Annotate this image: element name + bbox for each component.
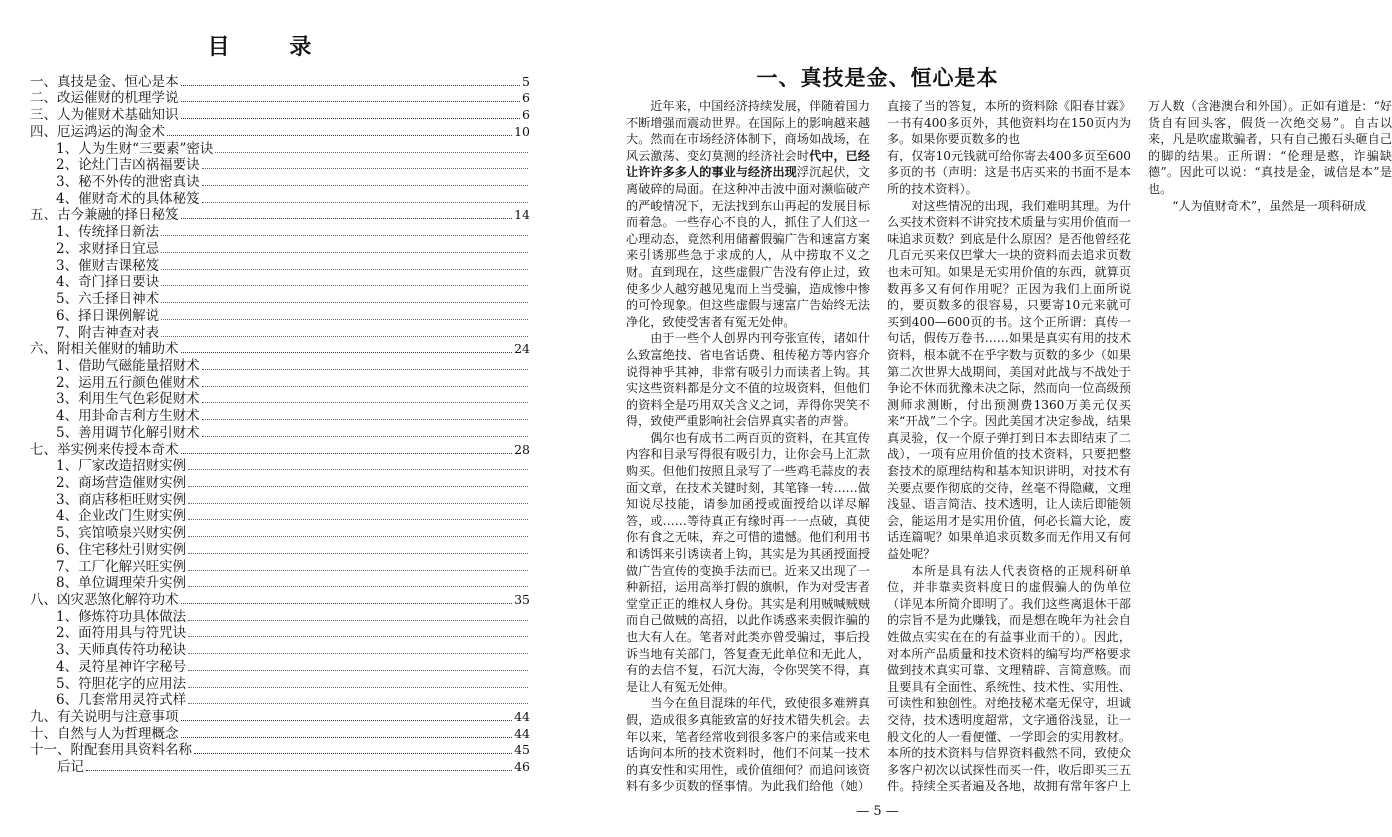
toc-entry[interactable] [30, 424, 530, 441]
toc-entry-label: 后记 [30, 759, 84, 776]
toc-leader-dots [181, 603, 513, 604]
toc-leader-dots [188, 586, 528, 587]
toc-entry-label: 3、利用生气色彩促财术 [56, 391, 200, 408]
toc-entry[interactable] [30, 725, 530, 742]
toc-entry-page: 44 [514, 709, 530, 725]
toc-leader-dots [161, 336, 528, 337]
toc-leader-dots [181, 737, 513, 738]
toc-entry-label: 七、举实例来传授本奇术 [30, 441, 179, 458]
toc-entry[interactable] [30, 157, 530, 174]
toc-entry-label: 1、人为生财“三要素”密诀 [56, 140, 214, 157]
toc-leader-dots [202, 185, 528, 186]
paragraph-text: 近年来，中国经济持续发展，伴随着国力不断增强而震动世界。在国际上的影响越来越大。然而在市场经济体制下，商场如战场，在风云激荡、变幻莫测的经济社会时 [626, 99, 870, 163]
toc-entry-page: 45 [514, 742, 530, 758]
toc-entry[interactable] [30, 458, 530, 475]
toc-entry[interactable] [30, 641, 530, 658]
toc-leader-dots [202, 369, 528, 370]
toc-entry-label: 十、自然与人为哲理概念 [30, 725, 179, 742]
toc-page [0, 0, 545, 837]
toc-entry-label: 5、善用调节化解引财术 [56, 424, 200, 441]
toc-entry[interactable] [30, 257, 530, 274]
toc-entry[interactable] [30, 207, 530, 224]
toc-entry-page: 44 [514, 725, 530, 741]
toc-entry-page: 28 [514, 441, 530, 457]
toc-entry[interactable] [30, 758, 530, 775]
toc-leader-dots [202, 402, 528, 403]
toc-entry-label: 4、催财奇术的具体秘笈 [56, 190, 200, 207]
toc-leader-dots [161, 269, 528, 270]
toc-entry-label: 3、天师真传符功秘诀 [56, 642, 187, 659]
toc-leader-dots [188, 670, 528, 671]
toc-entry[interactable] [30, 407, 530, 424]
toc-entry-label: 2、面符用具与符咒诀 [56, 625, 187, 642]
toc-entry-label: 6、择日课例解说 [56, 307, 160, 324]
paragraph: 当今在鱼目混珠的年代，致使很多难辨真假，造成很多真能致富的好技术错失机会。去年以来，笔者经常收到很多客户的来信或来电话询问本所的技术资料时，他们不问某一技术的真安性和实用性，或价值细何？而追问该资料有多少页数的怪事情。为此我们给他（她）直接了当的答复，本所的资料除《阳春甘霖》一书有400多页外，其他资料均在150页内为多。如果你要页数多的也 [626, 99, 1131, 794]
toc-entry[interactable] [30, 541, 530, 558]
toc-entry[interactable] [30, 491, 530, 508]
toc-entry-label: 3、秘不外传的泄密真诀 [56, 174, 200, 191]
toc-entry[interactable] [30, 106, 530, 123]
toc-entry-label: 5、宾馆喷泉兴财实例 [56, 525, 187, 542]
toc-entry-page: 35 [514, 592, 530, 607]
toc-entry-label: 3、催财吉课秘笈 [56, 257, 160, 274]
toc-entry-label: 6、住宅移灶引财实例 [56, 541, 187, 558]
paragraph: “人为值财奇术”，虽然是一项科研成 [1172, 198, 1366, 213]
toc-leader-dots [86, 770, 512, 771]
toc-leader-dots [161, 252, 528, 253]
toc-leader-dots [161, 285, 528, 286]
toc-entry[interactable] [30, 708, 530, 725]
toc-leader-dots [161, 319, 528, 320]
paragraph: 有，仅寄10元钱就可给你寄去400多页至600多页的书（声明：这是书店买来的书面不是本所的技术资料）。 [887, 148, 1131, 196]
toc-entry[interactable] [30, 374, 530, 391]
toc-leader-dots [188, 503, 528, 504]
toc-list [30, 73, 530, 775]
toc-leader-dots [167, 135, 512, 136]
toc-entry-label: 一、真技是金、恒心是本 [30, 73, 179, 90]
toc-entry[interactable] [30, 441, 530, 458]
toc-entry[interactable] [30, 575, 530, 592]
toc-entry-label: 五、古今兼融的择日秘笈 [30, 207, 179, 224]
toc-leader-dots [188, 469, 528, 470]
toc-entry-label: 4、奇门择日要诀 [56, 274, 160, 291]
toc-leader-dots [181, 453, 513, 454]
toc-entry-label: 8、单位调理荣升实例 [56, 575, 187, 592]
toc-entry-label: 7、附吉神查对表 [56, 324, 160, 341]
toc-leader-dots [181, 720, 513, 721]
toc-leader-dots [188, 636, 528, 637]
toc-leader-dots [181, 218, 513, 219]
toc-entry-label: 九、有关说明与注意事项 [30, 709, 179, 726]
toc-entry[interactable] [30, 240, 530, 257]
toc-entry[interactable] [30, 625, 530, 642]
toc-leader-dots [188, 703, 528, 704]
toc-entry[interactable] [30, 341, 530, 358]
paragraph-text-bold: 代中，已经让许许多多人的事业与经济出现 [626, 148, 870, 180]
toc-leader-dots [161, 302, 528, 303]
toc-entry-label: 2、商场营造催财实例 [56, 474, 187, 491]
toc-leader-dots [188, 553, 528, 554]
toc-entry[interactable] [30, 173, 530, 190]
toc-leader-dots [188, 486, 528, 487]
toc-entry[interactable] [30, 290, 530, 307]
toc-entry[interactable] [30, 274, 530, 291]
chapter-body [626, 98, 1392, 800]
toc-entry[interactable] [30, 123, 530, 140]
toc-leader-dots [188, 620, 528, 621]
toc-leader-dots [161, 235, 528, 236]
toc-leader-dots [202, 436, 528, 437]
toc-entry-label: 2、求财择日宜忌 [56, 240, 160, 257]
paragraph-text: 浮沉起伏，文离破碎的局面。在这种冲击波中面对濒临破产的严峻情况下，无法找到东山再起的发展目标而着急。一些存心不良的人，抓住了人们这一心理动态，竟然利用储蓄假骗广告和速富方案来引诱那些急于求成的人，从中捞取不义之财。直到现在，这些虚假广告没有停止过，致使多少人越穷越见鬼而上当受骗，造成惨中惨的可怜现象。但这些虚假与速富广告始终无法净化，致使受害者有冤无处伸。 [626, 165, 870, 329]
toc-leader-dots [188, 687, 528, 688]
toc-leader-dots [188, 570, 528, 571]
paragraph: 由于一些个人创界内刊夸张宣传，诸如什么致富绝技、省电省话费、租传秘方等内容介说得神乎其神，非常有吸引力而读者上钩。其实这些资料都是分文不值的垃圾资料，但他们的资料全是巧用双关含义之词，弄得你哭笑不得，致使严重影响社会信界真实者的声誉。 [626, 331, 870, 429]
toc-entry-page: 46 [514, 759, 530, 775]
toc-entry-label: 十一、附配套用具资料名称 [30, 742, 192, 759]
toc-leader-dots [188, 536, 528, 537]
toc-entry-page: 6 [522, 90, 530, 106]
toc-entry[interactable] [30, 357, 530, 374]
toc-entry[interactable] [30, 508, 530, 525]
toc-leader-dots [181, 352, 513, 353]
toc-leader-dots [181, 118, 521, 119]
toc-entry[interactable] [30, 658, 530, 675]
toc-entry-label: 4、灵符星神许字秘号 [56, 658, 187, 675]
toc-entry[interactable] [30, 73, 530, 90]
toc-entry-page: 14 [514, 207, 530, 223]
toc-leader-dots [202, 419, 528, 420]
toc-entry-page: 6 [522, 107, 530, 123]
paragraph [626, 98, 870, 330]
toc-leader-dots [181, 101, 521, 102]
toc-entry-label: 4、企业改门生财实例 [56, 508, 187, 525]
toc-entry-label: 2、论灶门吉凶祸福要诀 [56, 157, 200, 174]
chapter-page [600, 0, 1392, 837]
toc-entry[interactable] [30, 474, 530, 491]
toc-entry[interactable] [30, 558, 530, 575]
toc-entry-label: 5、符胆花字的应用法 [56, 675, 187, 692]
toc-entry[interactable] [30, 307, 530, 324]
toc-entry-label: 7、工厂化解兴旺实例 [56, 558, 187, 575]
paragraph: 偶尔也有成书二两百页的资料，在其宣传内容和目录写得很有吸引力，让你会马上汇款购买。但他们按照且录写了一些鸡毛蒜皮的表面文章，在技术关键时刻，其笔锋一转……做知说尽技能，请参加函授或面授给以详尽解答，或……等待真正有缘时再一一点破，真使你有食之无味，弃之可惜的遗憾。他们利用书和诱饵来引诱读者上钩，其实是为其函授面授做广告宣传的变换手法而已。近来又出现了一种新招，运用高举打假的旗帜，作为对受害者堂堂正正的维权人身份。其实是利用贼喊贼贼而自己做贼的高招，以此作诱惑来卖假诈骗的也大有人在。笔者对此类亦曾受骗过，事后投诉当地有关部门，答复查无此单位和无此人，有的去信不复，石沉大海，令你哭笑不得，真是让人有冤无处伸。 [626, 430, 870, 694]
toc-entry-label: 1、厂家改造招财实例 [56, 458, 187, 475]
toc-entry-label: 4、用卦命吉利方生财术 [56, 408, 200, 425]
toc-entry-label: 八、凶灾恶煞化解符功术 [30, 592, 179, 608]
toc-entry-label: 1、修炼符功具体做法 [56, 608, 187, 625]
toc-entry-label: 二、改运催财的机理学说 [30, 90, 179, 107]
chapter-title: 一、真技是金、恒心是本 [756, 66, 999, 90]
toc-entry-label: 三、人为催财术基础知识 [30, 107, 179, 124]
toc-title: 目 录 [207, 35, 338, 60]
toc-leader-dots [202, 168, 528, 169]
toc-entry[interactable] [30, 591, 530, 608]
toc-entry-label: 2、运用五行颜色催财术 [56, 374, 200, 391]
toc-entry-label: 6、几套常用灵符式样 [56, 692, 187, 709]
toc-entry[interactable] [30, 190, 530, 207]
toc-entry[interactable] [30, 692, 530, 709]
toc-leader-dots [202, 386, 528, 387]
toc-entry[interactable] [30, 675, 530, 692]
toc-leader-dots [202, 202, 528, 203]
toc-entry-label: 5、六壬择日神术 [56, 291, 160, 308]
toc-entry[interactable] [30, 140, 530, 157]
toc-entry[interactable] [30, 324, 530, 341]
toc-leader-dots [215, 152, 528, 153]
toc-entry[interactable] [30, 742, 530, 759]
toc-entry-label: 1、传统择日新法 [56, 224, 160, 241]
toc-entry[interactable] [30, 391, 530, 408]
toc-leader-dots [188, 519, 528, 520]
toc-entry-label: 四、厄运鸿运的淘金术 [30, 123, 165, 140]
toc-entry-label: 六、附相关催财的辅助术 [30, 341, 179, 358]
toc-leader-dots [188, 653, 528, 654]
toc-entry-label: 3、商店移柜旺财实例 [56, 491, 187, 508]
toc-entry-page: 5 [522, 73, 530, 89]
paragraph: 对这些情况的出现，我们难明其理。为什么买技术资料不讲究技术质量与实用价值而一味追求页数？到底是什么原因？是否他曾经花几百元买来仅巴掌大一块的资料而去追求页数也未可知。如果是无实用价值的东西，就算页数再多又有何作用呢？正因为我们上面所说的，要页数多的很容易，只要寄10元来就可买到400—600页的书。这个正所谓：真传一句话，假传万卷书……如果是真实有用的技术资料，根本就不在乎字数与页数的多少（如果第二次世界大战期间，美国对此战与不战处于争论不休而犹豫未决之际，然而向一位高级预测师求测断，付出预测费1360万美元仅买来“开战”二个字。因此美国才决定参战，结果真灵验，仅一个原子弹打到日本去即结束了二战），一项有应用价值的技术资料，只要把整套技术的原理结构和基本知识讲明，对技术有关要点要作彻底的交待，丝毫不得隐藏，文理浅显、语言简洁、技术透明，让人读后即能领会，能运用才是实用价值，何必长篇大论，废话连篇呢？如果单追求页数多而无作用又有何益处呢？ [887, 198, 1131, 562]
toc-leader-dots [194, 753, 512, 754]
paragraph: 本所是具有法人代表资格的正规科研单位，并非靠卖资料度日的虚假骗人的伪单位（详见本所简介即明了。我们这些离退休干部的宗旨不是为此赚钱，而是想在晚年为社会自姓做点实实在在的有益事业而干的）。因此，对本所产品质量和技术资料的编写均严格要求做到技术真实可靠、文理精辟、言简意赅。而且要具有全面性、系统性、技术性、实用性、可读性和独创性。对绝技秘术毫无保守，坦诚交待，技术透明度超常，文字通俗浅显，让一般文化的人一看便懂、一学即会的实用教材。本所的技术资料与信界资料截然不同，致使众多客户初次以试探性而买一件，收后即买三五件。持续全买者遍及各地，故拥有常年客户上万人数（含港澳台和外国）。正如有道是：“好货自有回头客，假货一次绝交易”。自古以来，凡是吹虚欺骗者，只有自己搬石头砸自己的脚的结果。正所谓：“伦理是憨，诈骗缺德”。因此可以说：“真技是金，诚信是本”是也。 [887, 99, 1392, 794]
toc-entry[interactable] [30, 524, 530, 541]
page-number: — 5 — [856, 804, 899, 819]
toc-entry-page: 10 [514, 123, 530, 139]
toc-entry[interactable] [30, 608, 530, 625]
toc-entry-page: 24 [514, 341, 530, 357]
toc-leader-dots [181, 85, 521, 86]
toc-entry[interactable] [30, 223, 530, 240]
toc-entry[interactable] [30, 90, 530, 107]
toc-entry-label: 1、借助气磁能量招财术 [56, 357, 200, 374]
